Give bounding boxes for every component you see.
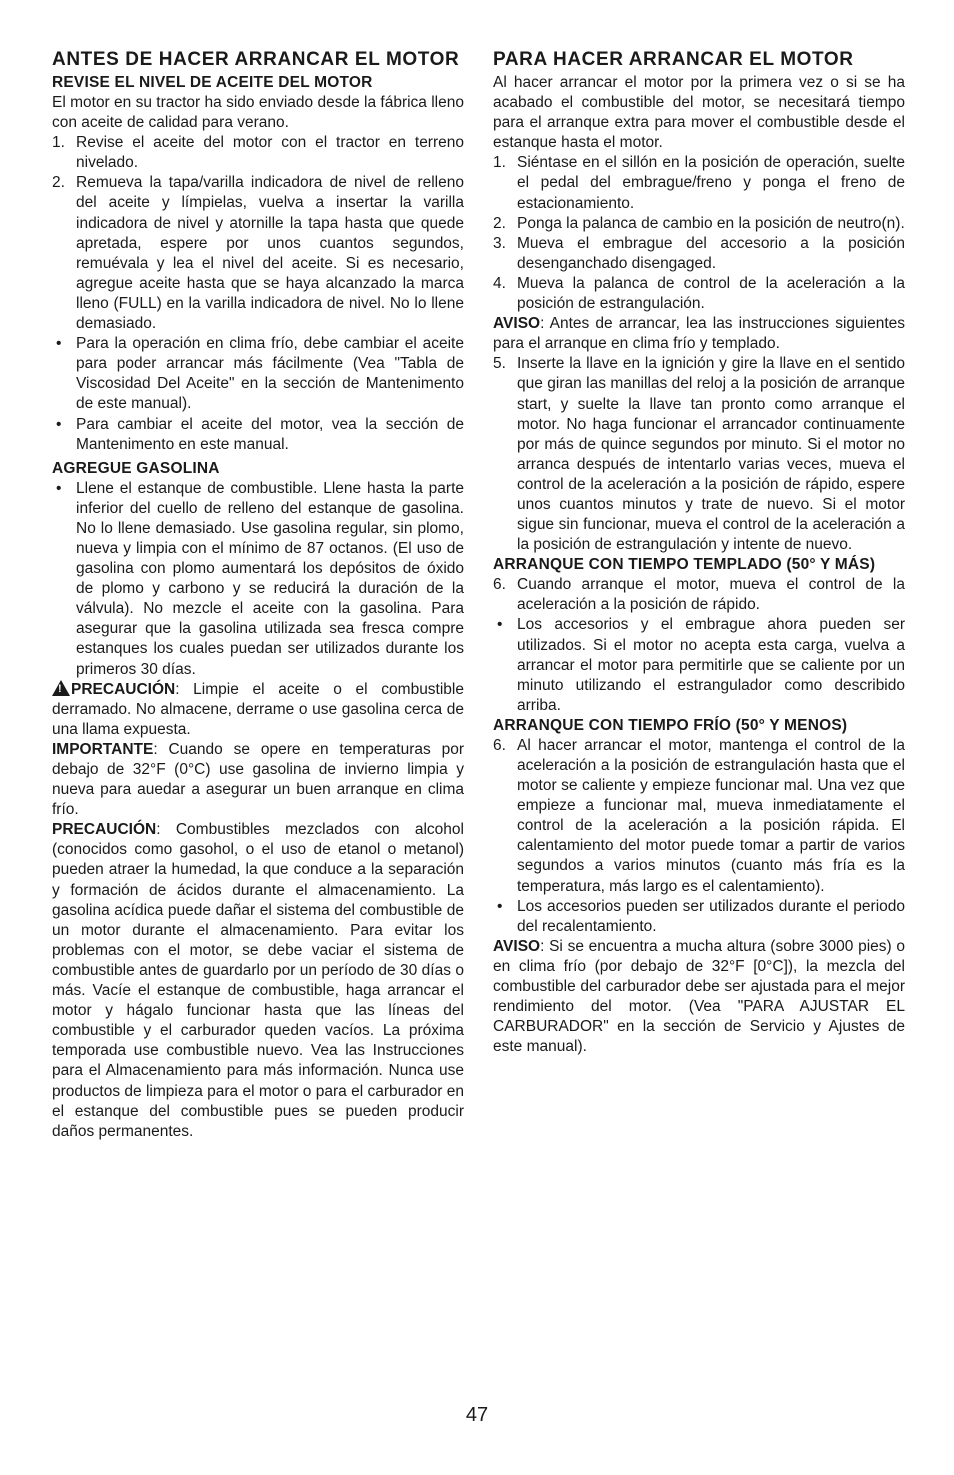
bullet-text: Llene el estanque de combustible. Llene hasta la parte inferior del cuello de relleno del estanque de gasolina. No lo llene demasiado. Use gasolina regular, sin plomo, nueva y limpia con el mínimo de 87 octanos. (El uso de gasolina con plomo aumentará los depósitos de óxido de plomo y carbono y se reducirá la duración de la válvula). No mezcle el aceite con la gasolina. Para asegurar que la gasolina utilizada sea fresca compre estanques los cuales puedan ser utilizados durante los primeros 30 días. [76,479,464,678]
bullet-icon: • [56,479,62,497]
important-text: : Cuando se opere en temperaturas por debajo de 32°F (0°C) use gasolina de invierno limpia y nueva para auedar a asegurar un buen arranque en clima frío. [52,740,464,819]
step-number: 4. [493,274,506,292]
list-item [493,615,905,715]
list-item [52,173,464,334]
list-item [493,575,905,615]
step-number: 2. [52,174,65,192]
list-item [493,897,905,937]
bullet-icon: • [497,897,503,915]
heading-check-oil: REVISE EL NIVEL DE ACEITE DEL MOTOR [52,74,373,91]
list-item [493,736,905,897]
step-number: 6. [493,736,506,754]
notice2-paragraph [493,937,905,1058]
page-number: 47 [465,1404,489,1426]
step-text: Revise el aceite del motor con el tractor en terreno nivelado. [76,134,464,172]
left-column [52,50,464,1142]
start-intro: Al hacer arrancar el motor por la primera vez o si se ha acabado el combustible del motor, se necesitará tiempo para el arranque extra para mover el combustible desde el estanque hasta el motor. [493,74,905,152]
list-item [493,234,905,274]
caution2-text: : Combustibles mezclados con alcohol (conocidos como gasohol, o el uso de etanol o metanol) pueden atraer la humedad, la que conduce a la separación y formación de ácidos durante el almacenamiento. La gasolina acídica puede dañar el sistema del combustible de un motor durante el almacenamiento. Para evitar los problemas con el motor, se debe vaciar el sistema de combustible antes de guardarlo por un período de 30 días o más. Vacíe el estanque de combustible, haga arrancar el motor y hágalo funcionar hasta que las líneas del combustible y el carburador queden vacíos. La próxima temporada use combustible nuevo. Vea las Instrucciones para el Almacenamiento para más información. Nunca use productos de limpieza para el motor o para el carburador en el estanque del combustible pues se pueden producir daños permanentes. [52,821,464,1140]
notice-label: AVISO [493,315,541,333]
notice2-text: : Si se encuentra a mucha altura (sobre 3000 pies) o en clima frío (por debajo de 32°F [0°C]), la mezcla del combustible del carburador debe ser ajustada para el mejor rendimiento del motor. (Vea "PARA AJUSTAR EL CARBURADOR" en la sección de Servicio y Ajustes de este manual). [493,937,905,1056]
list-item [52,334,464,414]
section-title-before-start: ANTES DE HACER ARRANCAR EL MOTOR [52,49,460,70]
right-column [493,50,905,1057]
step-number: 6. [493,576,506,594]
list-item [52,133,464,173]
oil-intro: El motor en su tractor ha sido enviado desde la fábrica lleno con aceite de calidad para verano. [52,94,464,132]
step-number: 1. [52,134,65,152]
bullet-text: Los accesorios pueden ser utilizados durante el periodo del recalentamiento. [517,897,905,935]
heading-add-fuel: AGREGUE GASOLINA [52,459,220,477]
section-title-start-engine: PARA HACER ARRANCAR EL MOTOR [493,49,854,70]
list-item [493,153,905,213]
notice2-label: AVISO [493,937,541,955]
bullet-text: Los accesorios y el embrague ahora pueden ser utilizados. Si el motor no acepta esta carga, vuelva a arrancar el motor para permitirle que se caliente por un minuto utilizando el estrangulador como describido arriba. [517,616,905,714]
step-text: Cuando arranque el motor, mueva el control de la aceleración a la posición de rápido. [517,576,905,614]
step-text: Al hacer arrancar el motor, mantenga el control de la aceleración a la posición de estrangulación hasta que el motor se caliente y empieze funcionar mal. Una vez que empieze a funcionar mal, mueva inmediatamente el control de la aceleración a la posición rápida. El calentamiento del motor puede tomar a partir de varios segundos a varios minutos (cuanto más fría es la temperatura, más largo es el calentamiento). [517,736,905,895]
step-text: Mueva el embrague del accesorio a la posición desenganchado disengaged. [517,234,905,272]
heading-warm-start: ARRANQUE CON TIEMPO TEMPLADO (50° Y MÁS) [493,556,876,574]
bullet-text: Para la operación en clima frío, debe cambiar el aceite para poder arrancar más fácilmente (Vea "Tabla de Viscosidad Del Aceite" en la sección de Mantenimento de este manual). [76,335,464,413]
caution2-paragraph [52,820,464,1142]
step-number: 5. [493,355,506,373]
step-text: Ponga la palanca de cambio en la posición de neutro(n). [517,214,905,232]
bullet-icon: • [56,415,62,433]
step-text: Siéntase en el sillón en la posición de operación, suelte el pedal del embrague/freno y ponga el freno de estacionamiento. [517,154,905,212]
step-text: Inserte la llave en la ignición y gire la llave en el sentido que giran las manillas del reloj a la posición de arranque start, y suelte la llave tan pronto como arranque el motor. No haga funcionar el arrancador continuamente por más de quince segundos por minuto. Si el motor no arranca después de intentarlo varias veces, mueva el control de la aceleración a la posición de rápido, espere unos cuantos minutos y trate de nuevo. Si el motor sigue sin funcionar, mueva el control de la aceleración a la posición de estrangulación y intente de nuevo. [517,355,905,554]
caution-label: PRECAUCIÓN [71,680,176,698]
notice-paragraph [493,314,905,354]
list-item [493,274,905,314]
step-text: Remueva la tapa/varilla indicadora de nivel de relleno del aceite y límpielas, vuelva a insertar la varilla indicadora de nivel y atornille la tapa hasta que quede apretada, espere por unos cuantos segundos, remuévala y lea el nivel del aceite. Si es necesario, agregue aceite hasta que se haya alcanzado la marca lleno (FULL) en la varilla indicadora de nivel. No lo llene demasiado. [76,174,464,333]
important-label: IMPORTANTE [52,740,154,758]
heading-cold-start: ARRANQUE CON TIEMPO FRÍO (50° Y MENOS) [493,716,848,734]
step-number: 3. [493,234,506,252]
step-text: Mueva la palanca de control de la aceleración a la posición de estrangulación. [517,274,905,313]
list-item [493,354,905,555]
list-item [52,415,464,455]
step-number: 1. [493,154,506,172]
caution-paragraph [52,680,464,740]
list-item [52,479,464,680]
important-paragraph [52,740,464,820]
bullet-icon: • [56,335,62,353]
caution2-label: PRECAUCIÓN [52,821,157,839]
notice-text: : Antes de arrancar, lea las instrucciones siguientes para el arranque en clima frío y templado. [493,315,905,353]
bullet-icon: • [497,616,503,634]
step-number: 2. [493,214,506,232]
list-item [493,214,905,234]
warning-triangle-icon [52,680,70,696]
bullet-text: Para cambiar el aceite del motor, vea la sección de Mantenimento en este manual. [76,415,464,453]
caution-text: : Limpie el aceite o el combustible derramado. No almacene, derrame o use gasolina cerca de una llama expuesta. [52,680,464,738]
